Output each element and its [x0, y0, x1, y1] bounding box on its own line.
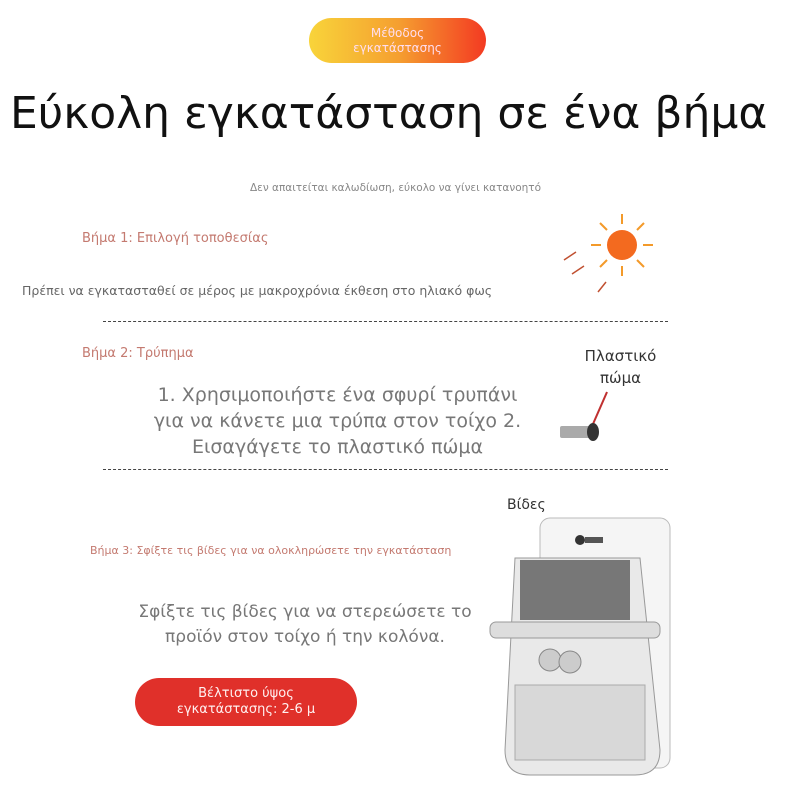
- step-1-text: Πρέπει να εγκατασταθεί σε μέρος με μακροχρόνια έκθεση στο ηλιακό φως: [22, 283, 493, 298]
- optimal-height-badge: Βέλτιστο ύψος εγκατάστασης: 2-6 μ: [135, 678, 357, 726]
- screws-callout: Βίδες: [507, 497, 546, 513]
- plastic-plug-callout: Πλαστικό πώμα: [584, 347, 657, 387]
- divider: [103, 469, 668, 470]
- method-badge: Μέθοδος εγκατάστασης: [309, 18, 486, 63]
- step-1-label: Βήμα 1: Επιλογή τοποθεσίας: [82, 231, 269, 246]
- step-2-text: 1. Χρησιμοποιήστε ένα σφυρί τρυπάνι για να κάνετε μια τρύπα στον τοίχο 2. Εισαγάγετε το πλαστικό πώμα: [153, 384, 522, 458]
- sun-icon: [560, 210, 660, 300]
- page-title: Εύκολη εγκατάσταση σε ένα βήμα: [10, 88, 768, 139]
- divider: [103, 321, 668, 322]
- subtitle: Δεν απαιτείται καλωδίωση, εύκολο να γίνει κατανοητό: [250, 182, 542, 194]
- step-2-label: Βήμα 2: Τρύπημα: [82, 346, 194, 361]
- solar-light-product: [470, 510, 690, 800]
- step-3-label: Βήμα 3: Σφίξτε τις βίδες για να ολοκληρώσετε την εγκατάσταση: [90, 544, 452, 557]
- plastic-plug-icon: [555, 390, 615, 450]
- step-3-text: Σφίξτε τις βίδες για να στερεώσετε το προϊόν στον τοίχο ή την κολόνα.: [138, 602, 472, 647]
